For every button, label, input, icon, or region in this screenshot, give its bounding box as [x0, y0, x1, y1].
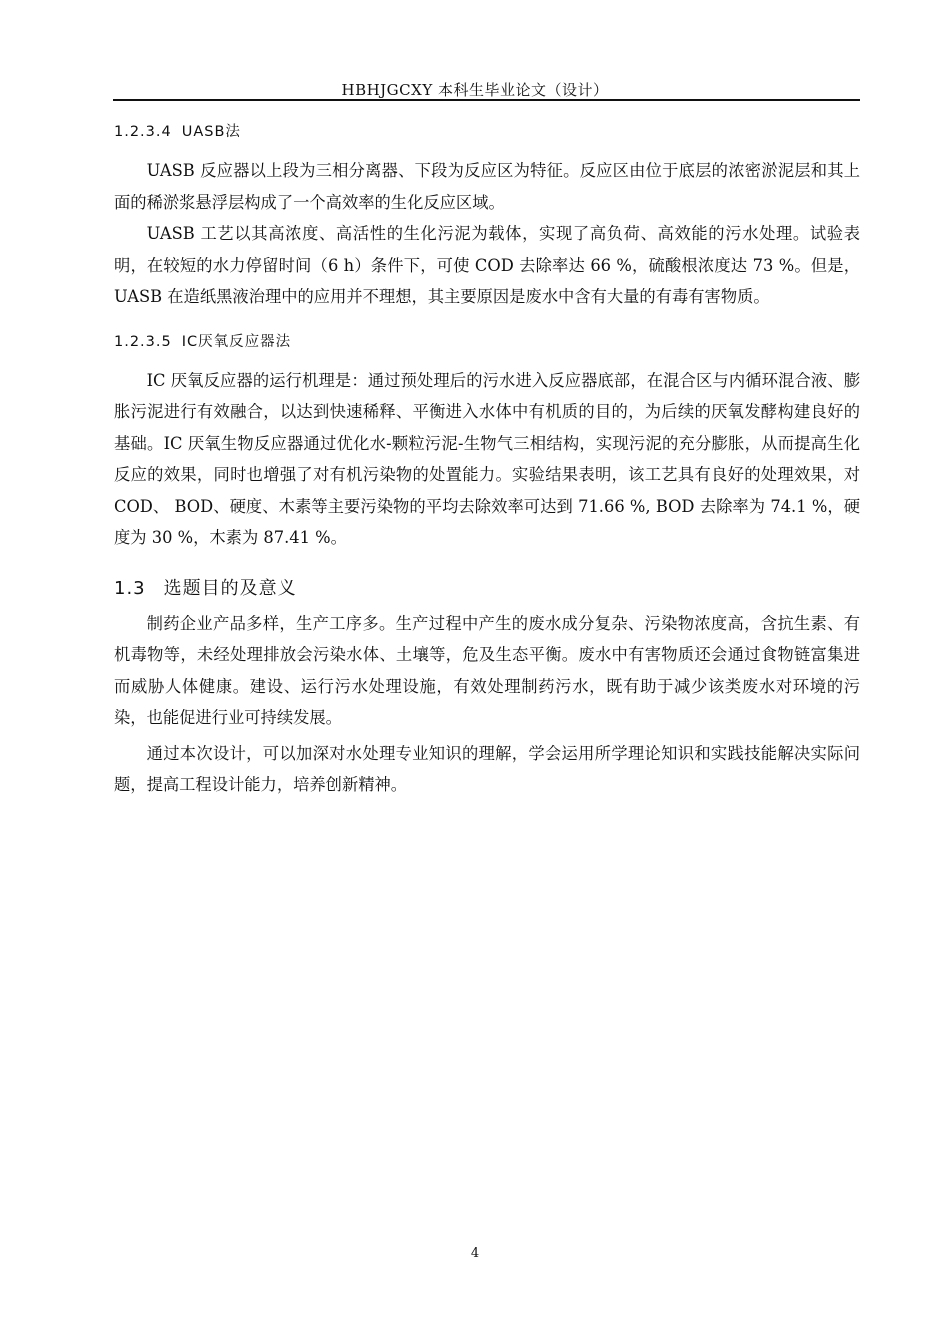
section-title: 选题目的及意义: [163, 577, 297, 599]
subsection-number: 1.2.3.4: [114, 124, 172, 140]
document-body: [114, 121, 860, 801]
section-heading-1-3: [114, 576, 860, 602]
paragraph: UASB 工艺以其高浓度、高活性的生化污泥为载体，实现了高负荷、高效能的污水处理。试验表明，在较短的水力停留时间（6 h）条件下，可使 COD 去除率达 66 %，硫酸根浓度达 73 %。但是，UASB 在造纸黑液治理中的应用并不理想，其主要原因是废水中含有大量的有毒有害物质。: [114, 224, 860, 306]
page-number: 4: [470, 1246, 480, 1261]
paragraph: UASB 反应器以上段为三相分离器、下段为反应区为特征。反应区由位于底层的浓密淤泥层和其上面的稀淤浆悬浮层构成了一个高效率的生化反应区域。: [114, 161, 860, 212]
paragraph: 通过本次设计，可以加深对水处理专业知识的理解，学会运用所学理论知识和实践技能解决实际问题，提高工程设计能力，培养创新精神。: [114, 743, 860, 794]
paragraph: 制药企业产品多样，生产工序多。生产过程中产生的废水成分复杂、污染物浓度高，含抗生素、有机毒物等，未经处理排放会污染水体、土壤等，危及生态平衡。废水中有害物质还会通过食物链富集进而威胁人体健康。建设、运行污水处理设施，有效处理制药污水，既有助于减少该类废水对环境的污染，也能促进行业可持续发展。: [114, 613, 860, 727]
subsection-title: UASB法: [181, 124, 241, 140]
page-header: HBHJGCXY 本科生毕业论文（设计）: [341, 81, 609, 99]
subsection-title: IC厌氧反应器法: [181, 333, 292, 350]
subsection-heading-1-2-3-4: [114, 121, 860, 143]
header-divider: [113, 99, 860, 101]
section-number: 1.3: [114, 577, 146, 599]
subsection-number: 1.2.3.5: [114, 333, 172, 350]
paragraph: IC 厌氧反应器的运行机理是：通过预处理后的污水进入反应器底部，在混合区与内循环混合液、膨胀污泥进行有效融合，以达到快速稀释、平衡进入水体中有机质的目的，为后续的厌氧发酵构建良好的基础。IC 厌氧生物反应器通过优化水-颗粒污泥-生物气三相结构，实现污泥的充分膨胀，从而提高生化反应的效果，同时也增强了对有机污染物的处置能力。实验结果表明，该工艺具有良好的处理效果，对 COD、 BOD、硬度、木素等主要污染物的平均去除效率可达到 71.66 %, BOD 去除率为 74.1 %，硬度为 30 %，木素为 87.41 %。: [114, 370, 860, 547]
subsection-heading-1-2-3-5: [114, 331, 860, 353]
